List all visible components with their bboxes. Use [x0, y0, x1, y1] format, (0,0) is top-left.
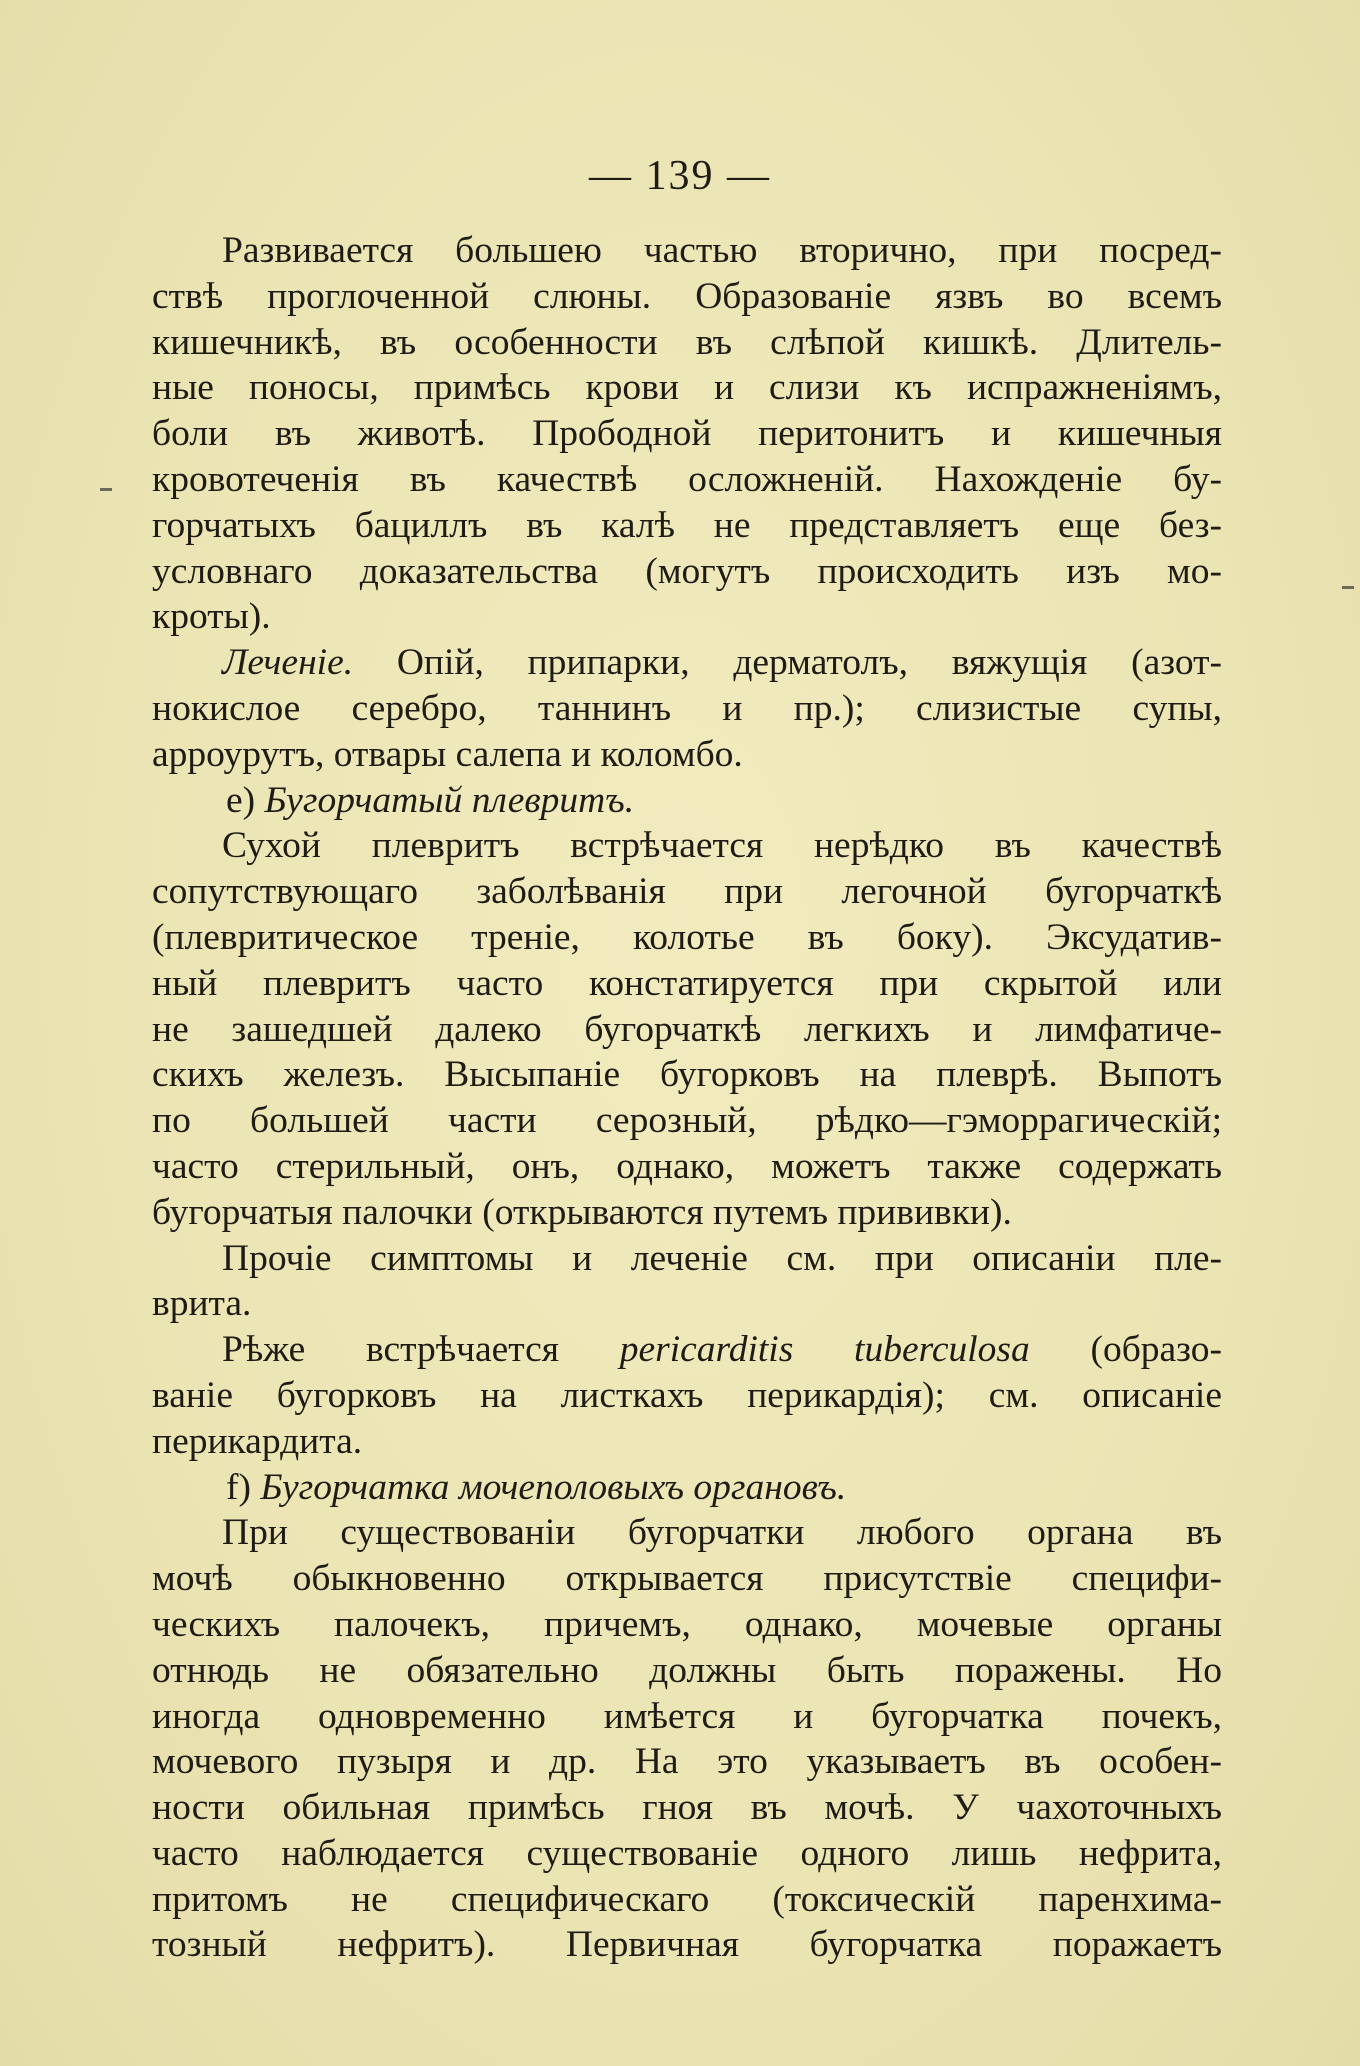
section-heading-f: [152, 1465, 1222, 1511]
pericarditis-term: pericarditis tuberculosa: [619, 1329, 1030, 1371]
text-line: притомъ не специфическаго (токсическій паренхима-: [152, 1878, 1222, 1920]
text-line: Развивается большею частью вторично, при посред-: [222, 230, 1222, 271]
treatment-label: Леченіе.: [222, 642, 354, 684]
text-line: отнюдь не обязательно должны быть поражены. Но: [152, 1649, 1222, 1691]
text-line: арроурутъ, отвары салепа и коломбо.: [152, 733, 743, 775]
text-line: часто стерильный, онъ, однако, можетъ также содержать: [152, 1145, 1222, 1187]
text-line: горчатыхъ бациллъ въ калѣ не представляетъ еще без-: [152, 504, 1222, 546]
text-line: При существованіи бугорчатки любого органа въ: [222, 1512, 1222, 1554]
text-line: ные поносы, примѣсь крови и слизи къ испражненіямъ,: [152, 367, 1222, 409]
section-letter: e): [226, 779, 265, 821]
text-line: Прочіе симптомы и леченіе см. при описаніи пле-: [222, 1237, 1222, 1279]
text-line: иногда одновременно имѣется и бугорчатка почекъ,: [152, 1695, 1222, 1737]
text-line: нокислое серебро, таннинъ и пр.); слизистые супы,: [152, 687, 1222, 729]
text-line: скихъ железъ. Высыпаніе бугорковъ на плеврѣ. Выпотъ: [152, 1054, 1222, 1096]
pericarditis-lead: Рѣже встрѣчается: [222, 1329, 620, 1371]
text-line: условнаго доказательства (могутъ происходить изъ мо-: [152, 550, 1222, 592]
text-line: боли въ животѣ. Прободной перитонитъ и кишечныя: [152, 413, 1222, 455]
margin-mark: [100, 488, 112, 491]
text-line: бугорчатыя палочки (открываются путемъ прививки).: [152, 1191, 1012, 1233]
text-line: мочевого пузыря и др. На это указываетъ въ особен-: [152, 1741, 1222, 1783]
text-line: (плевритическое треніе, колотье въ боку). Эксудатив-: [152, 916, 1222, 958]
pericarditis-rest: (образо-: [1029, 1329, 1222, 1371]
text-line: Сухой плевритъ встрѣчается нерѣдко въ качествѣ: [222, 825, 1222, 867]
text-line: врита.: [152, 1283, 252, 1325]
section-heading-e: [152, 778, 1222, 824]
text-line: ствѣ проглоченной слюны. Образованіе язвъ во всемъ: [152, 275, 1222, 317]
text-line: тозный нефритъ). Первичная бугорчатка поражаетъ: [152, 1924, 1222, 1966]
treatment-line: [152, 640, 1222, 686]
section-title: Бугорчатка мочеполовыхъ органовъ.: [260, 1466, 847, 1508]
text-line: сопутствующаго заболѣванія при легочной бугорчаткѣ: [152, 871, 1222, 913]
text-line: перикардита.: [152, 1420, 363, 1462]
text-line: ческихъ палочекъ, причемъ, однако, мочевые органы: [152, 1603, 1222, 1645]
text-line: ваніе бугорковъ на листкахъ перикардія); см. описаніе: [152, 1374, 1222, 1416]
pericarditis-line: [152, 1327, 1222, 1373]
text-line: по большей части серозный, рѣдко—гэморрагическій;: [152, 1100, 1222, 1142]
section-title: Бугорчатый плевритъ.: [264, 779, 635, 821]
body-text: [152, 228, 1222, 1968]
treatment-text: Опій, припарки, дерматолъ, вяжущія (азот-: [353, 642, 1222, 684]
page-number: — 139 —: [589, 153, 771, 199]
margin-mark: [1342, 586, 1354, 589]
text-line: ности обильная примѣсь гноя въ мочѣ. У чахоточныхъ: [152, 1787, 1222, 1829]
text-line: ный плевритъ часто констатируется при скрытой или: [152, 962, 1222, 1004]
text-line: часто наблюдается существованіе одного лишь нефрита,: [152, 1832, 1222, 1874]
text-line: мочѣ обыкновенно открывается присутствіе специфи-: [152, 1558, 1222, 1600]
text-line: не зашедшей далеко бугорчаткѣ легкихъ и лимфатиче-: [152, 1008, 1222, 1050]
text-line: кровотеченія въ качествѣ осложненій. Нахожденіе бу-: [152, 458, 1222, 500]
text-line: кроты).: [152, 596, 271, 638]
text-line: кишечникѣ, въ особенности въ слѣпой кишкѣ. Длитель-: [152, 321, 1222, 363]
section-letter: f): [226, 1466, 261, 1508]
